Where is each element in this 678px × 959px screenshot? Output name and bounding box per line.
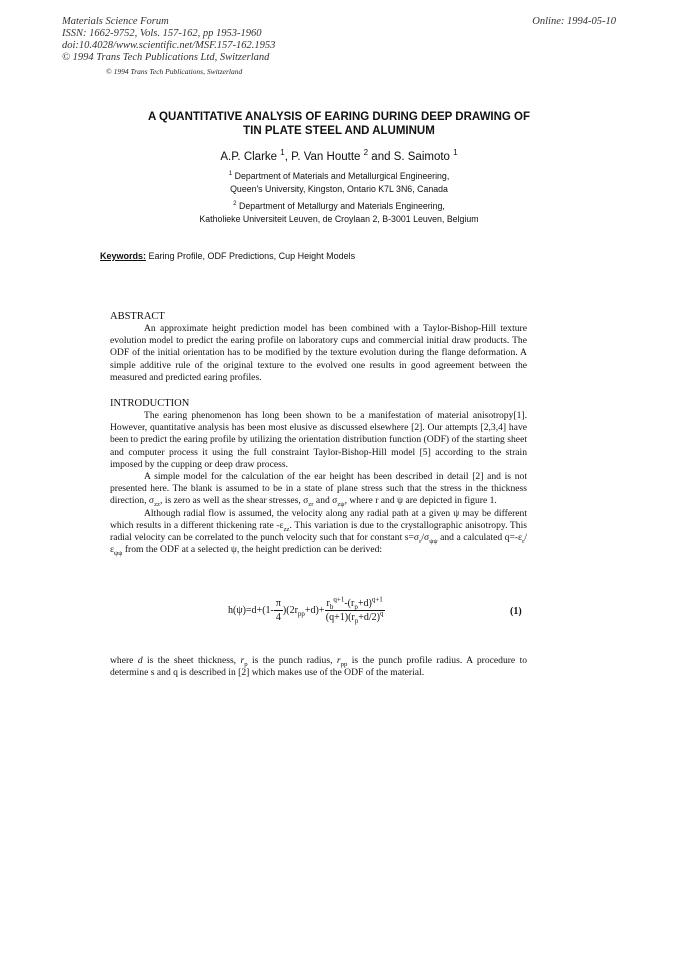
- author-and: and: [371, 151, 391, 163]
- var-r: r: [336, 655, 341, 666]
- var-r: r: [240, 655, 245, 666]
- equation-term: (q+1)(r: [325, 612, 355, 623]
- where-paragraph: [110, 655, 527, 679]
- four: 4: [275, 612, 281, 623]
- paragraph-text: . This variation is due to the crystallographic anisotropy. This radial velocity can be correlated to the punch velocity such that for constant s=σ: [110, 519, 527, 544]
- subscript: pp: [297, 609, 305, 618]
- author-van-houtte: P. Van Houtte: [291, 151, 361, 163]
- paragraph-text: from the ODF at a selected ψ, the height prediction can be derived:: [122, 544, 383, 556]
- keywords-label: Keywords:: [100, 251, 147, 261]
- paragraph-text: is the sheet thickness,: [147, 655, 237, 666]
- copyright-notice: © 1994 Trans Tech Publications, Switzerland: [106, 67, 243, 76]
- affiliation-1: [0, 170, 678, 183]
- equation-term: -(r: [344, 598, 355, 609]
- author-list: A.P. Clarke $^1$, P. Van Houtte $^2$ and S. Saimoto $^1$: [220, 148, 458, 163]
- affiliation-text: Queen's University, Kingston, Ontario K7L 3N6, Canada: [230, 184, 448, 194]
- keywords-text: Earing Profile, ODF Predictions, Cup Height Models: [148, 251, 356, 261]
- subscript: r: [419, 537, 422, 545]
- subscript: ψψ: [429, 537, 438, 545]
- equation-number: (1): [510, 606, 522, 617]
- abstract-heading: ABSTRACT: [110, 311, 165, 322]
- paragraph-text: where: [110, 655, 134, 666]
- abstract-body: [110, 323, 527, 384]
- subscript: p: [244, 660, 248, 668]
- height-fraction: [325, 595, 385, 625]
- title-line-1: A QUANTITATIVE ANALYSIS OF EARING DURING DEEP DRAWING OF: [147, 111, 531, 123]
- paragraph-text: Although radial flow is assumed, the velocity along any radial path at a given ψ may be different which results in a different thickening rate -ε: [110, 507, 527, 531]
- equation-lhs: h(ψ)=d+(1-: [228, 604, 274, 616]
- equation-1: [228, 595, 385, 625]
- paragraph-text: , is zero as well as the shear stresses, σ: [160, 495, 309, 507]
- superscript: q: [380, 609, 384, 618]
- introduction-body: [110, 410, 527, 556]
- title-line-2: TIN PLATE STEEL AND ALUMINUM: [243, 125, 435, 137]
- paragraph: [110, 508, 527, 557]
- keywords: [100, 251, 355, 261]
- paragraph-text: and a calculated q=-ε: [437, 532, 523, 544]
- fraction-denominator: [325, 611, 385, 623]
- pi-fraction: [274, 598, 283, 623]
- copyright-line: © 1994 Trans Tech Publications Ltd, Switzerland: [62, 52, 270, 63]
- superscript: q+1: [371, 595, 383, 604]
- paragraph-text: , where r and ψ are depicted in figure 1.: [344, 495, 497, 507]
- equation-mid: )(2r: [282, 604, 298, 616]
- subscript: zz: [154, 501, 161, 509]
- affiliation-sup: 1: [228, 170, 233, 178]
- author-sup: 1: [280, 148, 285, 158]
- paragraph-text: A simple model for the calculation of the ear height has been described in detail [2] and is not presented here. The blank is assumed to be in a state of plane stress such that the stress in the thickness direction, σ: [110, 471, 527, 507]
- superscript: q+1: [333, 595, 345, 604]
- subscript: ψψ: [114, 550, 123, 558]
- paragraph: [110, 471, 527, 508]
- subscript: r: [522, 537, 525, 545]
- affiliation-2: [0, 200, 678, 213]
- affiliations: [0, 170, 678, 226]
- author-sup: 2: [363, 148, 369, 158]
- paper-title: [0, 110, 678, 138]
- paragraph-text: is the punch radius,: [251, 655, 333, 666]
- affiliation-text: Katholieke Universiteit Leuven, de Croylaan 2, B-3001 Leuven, Belgium: [199, 214, 479, 224]
- affiliation-sup: 2: [233, 200, 237, 208]
- var-r: r: [326, 598, 330, 609]
- subscript: p: [354, 603, 358, 611]
- pi-symbol: π: [275, 598, 281, 609]
- journal-header: [62, 16, 275, 64]
- subscript: zz: [283, 525, 290, 533]
- online-date: Online: 1994-05-10: [532, 16, 616, 27]
- paragraph-text: and σ: [313, 495, 338, 507]
- subscript: zψ: [337, 501, 345, 509]
- author-sup: 1: [453, 148, 458, 158]
- author-saimoto: S. Saimoto: [393, 151, 450, 163]
- introduction-heading: INTRODUCTION: [110, 398, 190, 409]
- paragraph-text: The earing phenomenon has long been shown to be a manifestation of material anisotropy[1]. However, quantitative analysis has been most elusive as discussed elsewhere [2]. Our attempts [2,3,4] have been to predict the earing profile by utilizing the orientation distribution function (ODF) of the starting sheet and computer process it using the full constraint Taylor-Bishop-Hill model [5] according to the strain imposed by the cupping or deep draw process.: [110, 410, 527, 470]
- subscript: pp: [340, 660, 348, 668]
- equation-mid: +d)+: [304, 604, 325, 616]
- subscript: p: [354, 617, 359, 625]
- subscript: b: [329, 603, 334, 611]
- paragraph-text: /σ: [421, 532, 430, 544]
- equation-term: +d): [357, 598, 372, 609]
- var-d: d: [137, 655, 143, 666]
- affiliation-text: Department of Materials and Metallurgical Engineering,: [234, 171, 450, 181]
- issn-line: ISSN: 1662-9752, Vols. 157-162, pp 1953-1960: [62, 28, 262, 39]
- doi-link[interactable]: doi:10.4028/www.scientific.net/MSF.157-162.1953: [62, 40, 276, 51]
- paragraph: [110, 410, 527, 471]
- author-clarke: A.P. Clarke: [220, 151, 278, 163]
- equation-term: +d/2): [358, 612, 380, 623]
- journal-name: Materials Science Forum: [62, 16, 169, 27]
- affiliation-text: Department of Metallurgy and Materials Engineering,: [239, 201, 445, 211]
- fraction-numerator: [325, 595, 385, 611]
- subscript: zr: [308, 501, 314, 509]
- abstract-text: An approximate height prediction model has been combined with a Taylor-Bishop-Hill texture evolution model to predict the earing profile on laboratory cups and commercial initial draw products. The ODF of the initial orientation has to be modified by the texture evolution during the flange deformation. A simple additive rule of the original texture to the evolved one results in good agreement between the measured and predicted earing profiles.: [110, 323, 527, 383]
- paragraph-text: /ε: [110, 532, 527, 556]
- paragraph-text: is the punch profile radius. A procedure to determine s and q is described in [2] which makes use of the ODF of the material.: [110, 655, 528, 679]
